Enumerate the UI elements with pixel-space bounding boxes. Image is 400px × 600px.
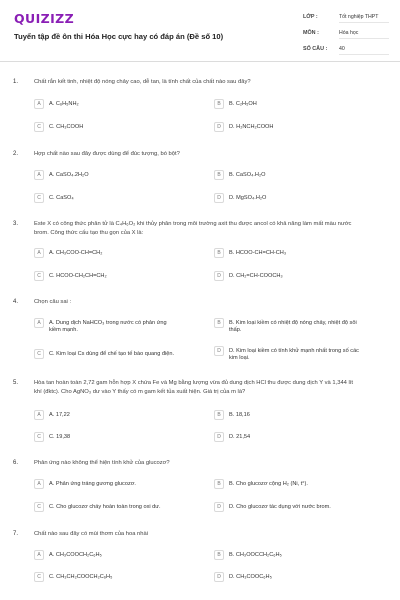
option-text: A. CaSO₄.2H₂O bbox=[49, 171, 89, 178]
option-badge-d: D bbox=[214, 193, 224, 203]
option-badge-b: B bbox=[214, 248, 224, 258]
option-text: B. CH₃OOCCH₂C₆H₅ bbox=[229, 551, 282, 558]
option-badge-b: B bbox=[214, 410, 224, 420]
option-a[interactable] bbox=[34, 170, 179, 180]
option-text: A. C₆H₅NH₂ bbox=[49, 100, 79, 107]
question-number: 5. bbox=[13, 380, 19, 386]
option-badge-b: B bbox=[214, 479, 224, 489]
option-text: A. Dung dịch NaHCO₃ trong nước có phản ứng kiềm mạnh. bbox=[49, 319, 167, 333]
option-text: C. CH₃COOH bbox=[49, 123, 84, 130]
option-text: B. 18,16 bbox=[229, 411, 250, 418]
option-b[interactable] bbox=[214, 170, 359, 180]
question-text: Chọn câu sai : bbox=[34, 299, 72, 305]
option-badge-b: B bbox=[214, 550, 224, 560]
option-badge-d: D bbox=[214, 502, 224, 512]
option-b[interactable] bbox=[214, 479, 359, 489]
option-d[interactable] bbox=[214, 346, 359, 362]
option-d[interactable] bbox=[214, 572, 359, 582]
option-text: B. HCOO-CH=CH-CH₃ bbox=[229, 249, 287, 256]
option-badge-a: A bbox=[34, 170, 44, 180]
option-a[interactable] bbox=[34, 410, 179, 420]
option-c[interactable] bbox=[34, 572, 179, 582]
question-text: Hòa tan hoàn toàn 2,72 gam hỗn hợp X chứa Fe và Mg bằng lượng vừa đủ dung dịch HCl thu được dung dịch Y và 1,344 lít khí (đktc). Cho AgNO₃ dư vào Y thấy có m gam kết tủa xuất hiện. Giá trị của m là? bbox=[34, 380, 354, 395]
option-badge-a: A bbox=[34, 318, 44, 328]
option-text: C. Kim loại Cs dùng để chế tạo tế bào quang điện. bbox=[49, 350, 175, 357]
option-text: C. 19,38 bbox=[49, 433, 71, 440]
option-text: B. Kim loại kiềm có nhiệt độ nóng chảy, nhiệt độ sôi thấp. bbox=[229, 319, 357, 333]
option-text: D. CH₃COOC₆H₅ bbox=[229, 573, 272, 580]
option-badge-b: B bbox=[214, 99, 224, 109]
option-badge-b: B bbox=[214, 318, 224, 328]
option-text: B. CaSO₄.H₂O bbox=[229, 171, 266, 178]
option-text: C. Cho glucozơ cháy hoàn toàn trong oxi dư. bbox=[49, 503, 161, 510]
option-badge-c: C bbox=[34, 432, 44, 442]
option-d[interactable] bbox=[214, 271, 359, 281]
question-number: 4. bbox=[13, 299, 19, 305]
option-c[interactable] bbox=[34, 432, 179, 442]
option-a[interactable] bbox=[34, 479, 179, 489]
option-badge-c: C bbox=[34, 193, 44, 203]
option-b[interactable] bbox=[214, 550, 359, 560]
option-badge-c: C bbox=[34, 572, 44, 582]
option-badge-c: C bbox=[34, 349, 44, 359]
option-text: A. Phản ứng tráng gương glucozơ. bbox=[49, 480, 136, 487]
question-number: 6. bbox=[13, 460, 19, 466]
option-b[interactable] bbox=[214, 410, 359, 420]
question-count-value: 40 bbox=[339, 46, 389, 55]
option-c[interactable] bbox=[34, 122, 179, 132]
question-number: 2. bbox=[13, 151, 19, 157]
option-b[interactable] bbox=[214, 318, 359, 334]
option-c[interactable] bbox=[34, 502, 179, 512]
option-badge-d: D bbox=[214, 271, 224, 281]
option-a[interactable] bbox=[34, 318, 179, 334]
question-text: Hợp chất nào sau đây được dùng để đúc tượng, bó bột? bbox=[34, 151, 180, 157]
option-text: D. 21,54 bbox=[229, 433, 251, 440]
option-badge-a: A bbox=[34, 99, 44, 109]
option-c[interactable] bbox=[34, 193, 179, 203]
question-number: 1. bbox=[13, 79, 19, 85]
question-number: 7. bbox=[13, 531, 19, 537]
subject-value: Hóa học bbox=[339, 30, 389, 39]
option-text: A. CH₃COOCH₂C₆H₅ bbox=[49, 551, 102, 558]
option-badge-a: A bbox=[34, 410, 44, 420]
option-c[interactable] bbox=[34, 349, 179, 359]
option-d[interactable] bbox=[214, 193, 359, 203]
option-badge-a: A bbox=[34, 479, 44, 489]
question-text: Este X có công thức phân tử là C₄H₆O₂ khi thủy phân trong môi trường axit thu được ancol có khả năng làm mất màu nước brom. Công thức cấu tạo thu gọn của X là: bbox=[34, 221, 352, 236]
option-text: A. CH₃COO-CH=CH₂ bbox=[49, 249, 103, 256]
option-text: D. Kim loại kiềm có tính khử mạnh nhất trong số các kim loại. bbox=[229, 347, 359, 361]
option-badge-b: B bbox=[214, 170, 224, 180]
option-text: C. CH₃CH₂COOCH₂C₆H₅ bbox=[49, 573, 113, 580]
option-text: B. C₂H₅OH bbox=[229, 100, 257, 107]
option-d[interactable] bbox=[214, 502, 359, 512]
option-text: D. Cho glucozơ tác dụng với nước brom. bbox=[229, 503, 331, 510]
class-value: Tốt nghiệp THPT bbox=[339, 14, 389, 23]
option-badge-a: A bbox=[34, 550, 44, 560]
page-title: Tuyển tập đề ôn thi Hóa Học cực hay có đáp án (Đề số 10) bbox=[14, 32, 224, 41]
question-text: Phản ứng nào không thể hiện tính khử của glucozơ? bbox=[34, 460, 170, 466]
option-text: D. H₂NCH₂COOH bbox=[229, 123, 274, 130]
option-b[interactable] bbox=[214, 99, 359, 109]
option-text: B. Cho glucozơ cộng H₂ (Ni, t°). bbox=[229, 480, 308, 487]
option-text: D. MgSO₄.H₂O bbox=[229, 194, 267, 201]
class-label: LỚP : bbox=[303, 14, 318, 20]
option-a[interactable] bbox=[34, 248, 179, 258]
option-badge-d: D bbox=[214, 346, 224, 356]
quizizz-logo: QUIZIZZ bbox=[14, 11, 75, 26]
option-badge-a: A bbox=[34, 248, 44, 258]
option-text: C. CaSO₄ bbox=[49, 194, 74, 201]
option-a[interactable] bbox=[34, 550, 179, 560]
subject-label: MÔN : bbox=[303, 30, 319, 36]
option-d[interactable] bbox=[214, 432, 359, 442]
option-c[interactable] bbox=[34, 271, 179, 281]
question-count-label: SỐ CÂU : bbox=[303, 46, 328, 52]
option-badge-d: D bbox=[214, 572, 224, 582]
option-badge-d: D bbox=[214, 432, 224, 442]
option-badge-c: C bbox=[34, 122, 44, 132]
worksheet-header bbox=[0, 0, 400, 62]
option-text: C. HCOO-CH₂CH=CH₂ bbox=[49, 272, 107, 279]
question-number: 3. bbox=[13, 221, 19, 227]
option-d[interactable] bbox=[214, 122, 359, 132]
option-badge-c: C bbox=[34, 271, 44, 281]
option-badge-c: C bbox=[34, 502, 44, 512]
option-a[interactable] bbox=[34, 99, 179, 109]
option-badge-d: D bbox=[214, 122, 224, 132]
option-text: A. 17,22 bbox=[49, 411, 70, 418]
question-text: Chất nào sau đây có mùi thơm của hoa nhài bbox=[34, 531, 149, 537]
option-text: D. CH₂=CH-COOCH₃ bbox=[229, 272, 283, 279]
question-text: Chất rắn kết tinh, nhiệt độ nóng chảy cao, dễ tan, là tính chất của chất nào sau đây? bbox=[34, 79, 251, 85]
option-b[interactable] bbox=[214, 248, 359, 258]
